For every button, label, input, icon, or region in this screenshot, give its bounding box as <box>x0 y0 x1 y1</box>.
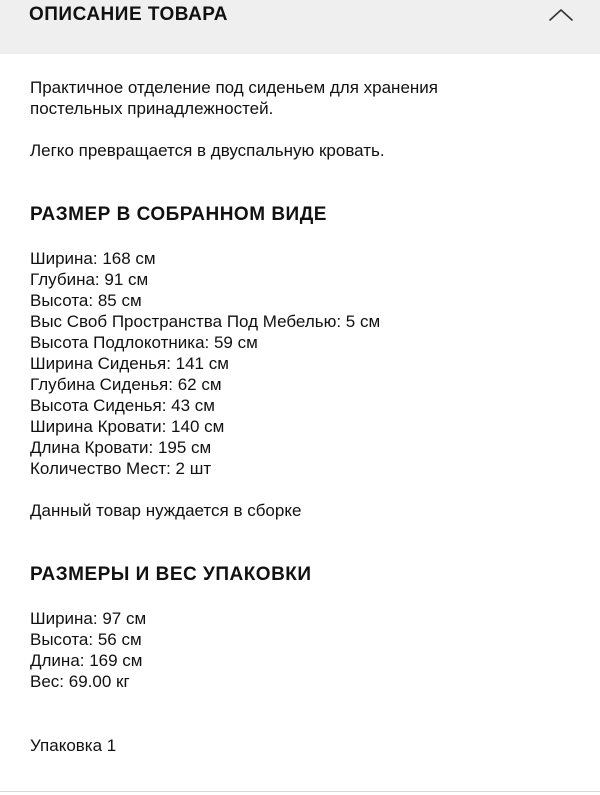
chevron-up-icon <box>544 4 578 26</box>
package-label: Упаковка 1 <box>30 736 117 755</box>
collapse-button[interactable] <box>544 4 578 26</box>
spec-item: Высота Сиденья: 43 см <box>30 396 215 415</box>
spec-item: Вес: 69.00 кг <box>30 672 130 691</box>
divider <box>0 791 600 792</box>
assembly-note: Данный товар нуждается в сборке <box>30 501 302 520</box>
description-note: Легко превращается в двуспальную кровать. <box>30 141 385 160</box>
spec-item: Глубина Сиденья: 62 см <box>30 375 222 394</box>
spec-item: Высота Подлокотника: 59 см <box>30 333 258 352</box>
spec-item: Выс Своб Пространства Под Мебелью: 5 см <box>30 312 381 331</box>
spec-item: Ширина: 97 см <box>30 609 147 628</box>
spec-item: Длина Кровати: 195 см <box>30 438 212 457</box>
spec-item: Высота: 85 см <box>30 291 142 310</box>
spec-item: Ширина: 168 см <box>30 249 156 268</box>
spec-item: Ширина Сиденья: 141 см <box>30 354 229 373</box>
spec-item: Количество Мест: 2 шт <box>30 459 212 478</box>
package-size-title: РАЗМЕРЫ И ВЕС УПАКОВКИ <box>30 564 312 585</box>
description-text: Практичное отделение под сиденьем для хранения постельных принадлежностей. <box>30 78 438 118</box>
product-details <box>30 77 580 756</box>
section-title: ОПИСАНИЕ ТОВАРА <box>29 4 229 25</box>
assembled-size-title: РАЗМЕР В СОБРАННОМ ВИДЕ <box>30 204 327 225</box>
package-spec-list <box>30 608 580 692</box>
spec-item: Ширина Кровати: 140 см <box>30 417 225 436</box>
section-header[interactable] <box>0 0 600 54</box>
spec-item: Длина: 169 см <box>30 651 143 670</box>
spec-item: Глубина: 91 см <box>30 270 149 289</box>
spec-item: Высота: 56 см <box>30 630 142 649</box>
assembled-spec-list <box>30 248 580 479</box>
